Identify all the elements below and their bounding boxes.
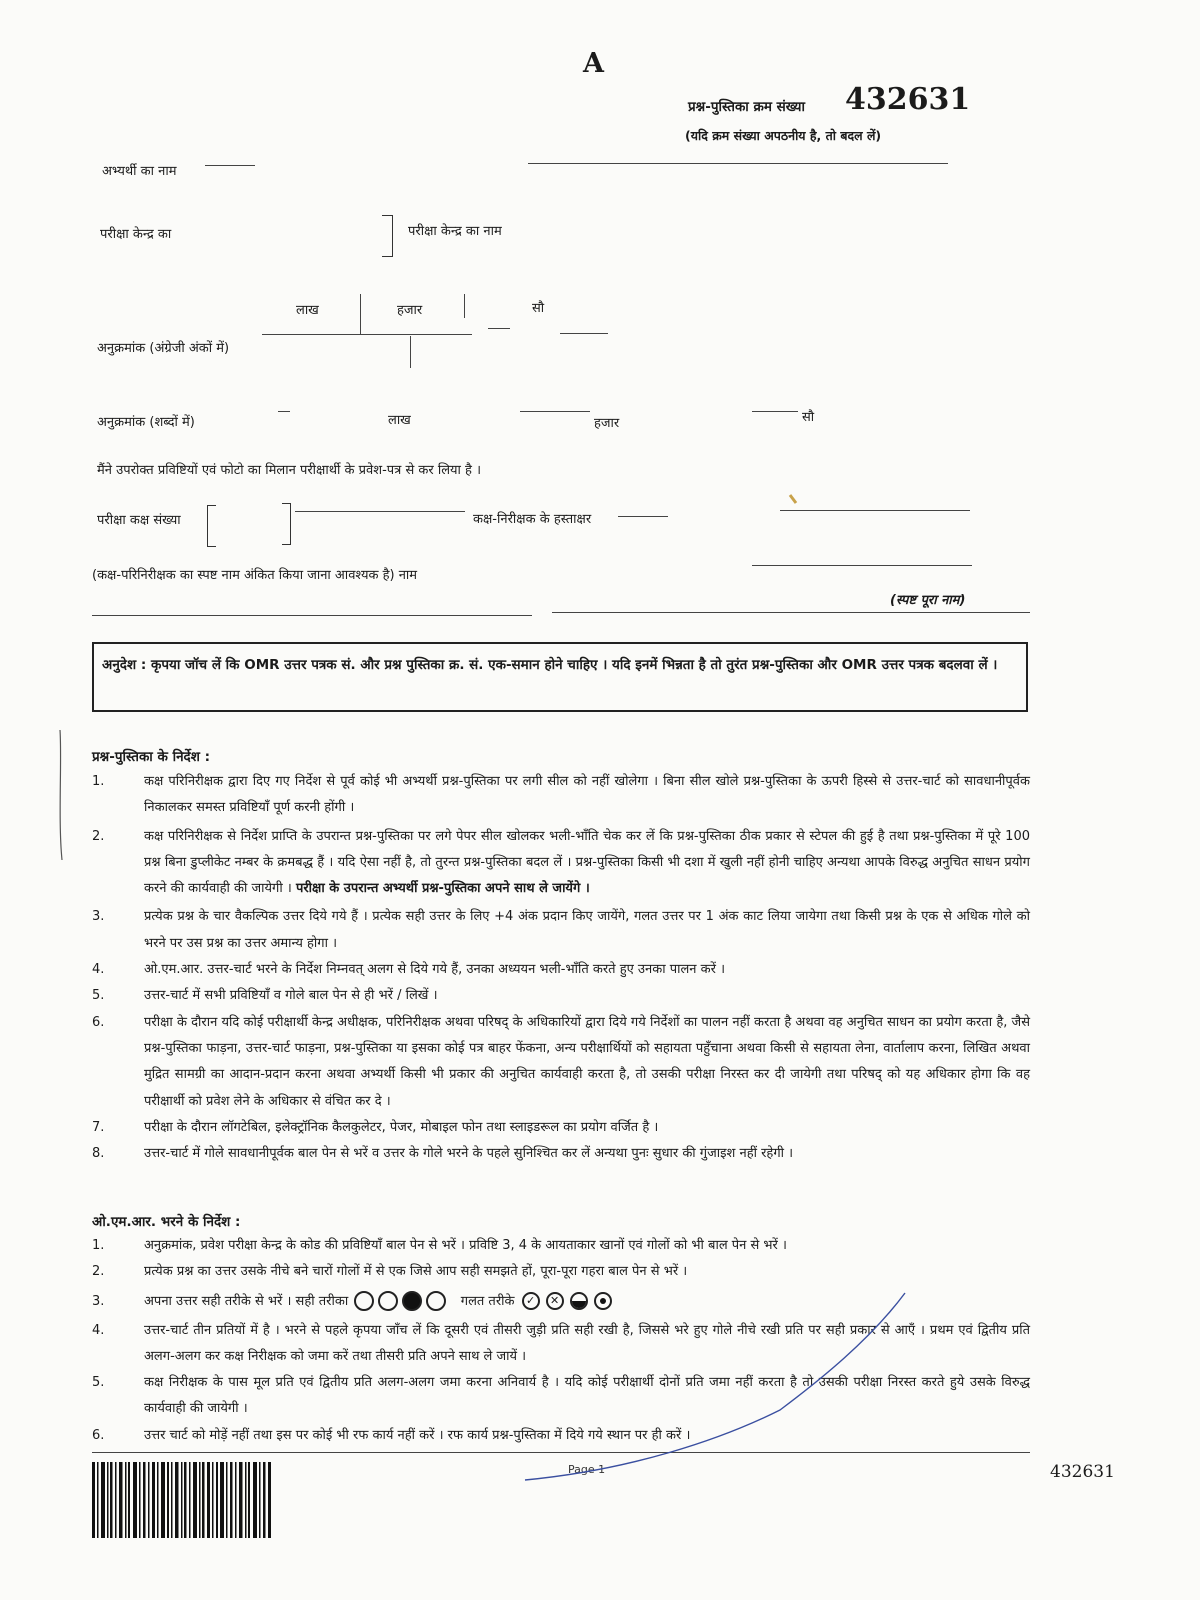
- instruction-text: कक्ष परिनिरीक्षक द्वारा दिए गए निर्देश से पूर्व कोई भी अभ्यर्थी प्रश्न-पुस्तिका पर लगी सील को नहीं खोलेगा । बिना सील खोले प्रश्न-पुस्तिका के ऊपरी हिस्से से उत्तर-चार्ट को सावधानीपूर्वक निकालकर समस्त प्रविष्टियाँ पूर्ण करनी होंगी ।: [144, 774, 1030, 816]
- booklet-instruction-3: [92, 904, 1030, 957]
- instruction-text: कक्ष निरीक्षक के पास मूल प्रति एवं द्वितीय प्रति अलग-अलग जमा करना अनिवार्य है । यदि कोई परीक्षार्थी दोनों प्रति जमा नहीं करता है तो उसकी परीक्षा निरस्त करते हुये उसके विरुद्ध कार्यवाही की जायेगी ।: [144, 1375, 1030, 1417]
- instruction-number: 5.: [92, 988, 105, 1004]
- booklet-set-letter: A: [583, 48, 604, 79]
- roll-divider-2: [464, 294, 465, 318]
- roll-sau-header: सौ: [532, 301, 545, 316]
- filled-bubble-icon: [402, 1291, 422, 1311]
- roll-digits-tick-2: [560, 333, 608, 334]
- room-box-right: [282, 503, 291, 545]
- notice-text: कृपया जॉच लें कि OMR उत्तर पत्रक सं. और प्रश्न पुस्तिका क्र. सं. एक-समान होने चाहिए । यदि इनमें भिन्नता है तो तुरंत प्रश्न-पुस्तिका और OMR उत्तर पत्रक बदलवा लें ।: [150, 657, 998, 673]
- instruction-number: 1.: [92, 1238, 105, 1253]
- page-number: Page 1: [568, 1463, 606, 1476]
- omr-instruction-3: [92, 1286, 1030, 1318]
- booklet-instructions-list: [92, 769, 1030, 1167]
- instruction-text: ओ.एम.आर. उत्तर-चार्ट भरने के निर्देश निम्नवत् अलग से दिये गये हैं, उनका अध्ययन भली-भाँति करते हुए उनका पालन करें ।: [144, 962, 726, 978]
- instruction-number: 2.: [92, 828, 105, 844]
- room-box-left: [207, 505, 216, 547]
- invigilator-sign-line-a[interactable]: [618, 516, 668, 517]
- roll-digits-label: अनुक्रमांक (अंग्रेजी अंकों में): [97, 341, 230, 356]
- booklet-instruction-4: [92, 957, 1030, 983]
- verify-statement: मैंने उपरोक्त प्रविष्टियों एवं फोटो का मिलान परीक्षार्थी के प्रवेश-पत्र से कर लिया है ।: [97, 463, 482, 478]
- omr-instructions-list: [92, 1233, 1030, 1449]
- invigilator-sign-line-b[interactable]: [780, 510, 970, 511]
- barcode-icon: [92, 1462, 274, 1538]
- instruction-text: अपना उत्तर सही तरीके से भरें । सही तरीका: [144, 1293, 349, 1309]
- centre-name-label: परीक्षा केन्द्र का नाम: [408, 224, 502, 239]
- room-number-line[interactable]: [295, 511, 465, 512]
- empty-bubble-icon: [378, 1291, 398, 1311]
- separator-left: [92, 615, 532, 616]
- booklet-instruction-5: [92, 983, 1030, 1009]
- booklet-instruction-8: [92, 1141, 1030, 1167]
- instruction-number: 1.: [92, 774, 105, 789]
- instruction-text: कक्ष परिनिरीक्षक से निर्देश प्राप्ति के उपरान्त प्रश्न-पुस्तिका पर लगे पेपर सील खोलकर भली-भाँति चेक कर लें कि प्रश्न-पुस्तिका ठीक प्रकार से स्टेपल की हुई है तथा प्रश्न-पुस्तिका में पूरे 100 प्रश्न बिना डुप्लीकेट नम्बर के क्रमबद्ध हैं । यदि ऐसा नहीं है, तो तुरन्त प्रश्न-पुस्तिका बदल लें । प्रश्न-पुस्तिका किसी भी दशा में खुली नहीं होनी चाहिए अन्यथा आपके विरुद्ध अनुचित साधन प्रयोग करने की कार्यवाही की जायेगी ।: [144, 828, 1030, 897]
- instruction-bold-text: परीक्षा के उपरान्त अभ्यर्थी प्रश्न-पुस्तिका अपने साथ ले जायेंगे ।: [295, 881, 590, 897]
- dot-bubble-icon: [594, 1292, 612, 1310]
- instruction-number: 3.: [92, 1293, 105, 1309]
- omr-instruction-5: [92, 1370, 1030, 1423]
- omr-match-notice: [92, 642, 1028, 712]
- instruction-number: 3.: [92, 909, 105, 925]
- omr-instructions-title: ओ.एम.आर. भरने के निर्देश :: [92, 1214, 241, 1230]
- omr-instruction-4: [92, 1318, 1030, 1371]
- roll-words-sau: सौ: [802, 410, 815, 425]
- roll-words-label: अनुक्रमांक (शब्दों में): [97, 415, 195, 430]
- roll-lakh-header: लाख: [296, 303, 319, 318]
- candidate-name-line-short: [205, 165, 255, 166]
- empty-bubble-icon: [426, 1291, 446, 1311]
- booklet-series-note: (यदि क्रम संख्या अपठनीय है, तो बदल लें): [685, 128, 882, 143]
- candidate-name-label: अभ्यर्थी का नाम: [102, 164, 177, 179]
- roll-words-hazar: हजार: [594, 416, 620, 431]
- roll-words-lakh: लाख: [388, 413, 411, 428]
- instruction-text: उत्तर चार्ट को मोड़ें नहीं तथा इस पर कोई भी रफ कार्य नहीं करें । रफ कार्य प्रश्न-पुस्तिका में दिये गये स्थान पर ही करें ।: [144, 1427, 691, 1443]
- instruction-text: उत्तर-चार्ट तीन प्रतियों में है । भरने से पहले कृपया जाँच लें कि दूसरी एवं तीसरी जुड़ी प्रति सही रखी है, जिससे भरे हुए गोले नीचे रखी प्रति पर सही प्रकार से आएँ । प्रथम एवं द्वितीय प्रति अलग-अलग कर कक्ष निरीक्षक को जमा करें तथा तीसरी प्रति अपने साथ ले जायें ।: [144, 1322, 1030, 1364]
- room-number-label: परीक्षा कक्ष संख्या: [97, 513, 181, 528]
- invigilator-name-line[interactable]: [752, 565, 972, 566]
- instruction-number: 7.: [92, 1119, 105, 1135]
- centre-code-label: परीक्षा केन्द्र का: [100, 227, 172, 242]
- footer-divider: [92, 1452, 1030, 1453]
- candidate-name-line[interactable]: [528, 163, 948, 164]
- instruction-text: परीक्षा के दौरान लॉगटेबिल, इलेक्ट्रॉनिक कैलकुलेटर, पेजर, मोबाइल फोन तथा स्लाइडरूल का प्रयोग वर्जित है ।: [144, 1119, 659, 1135]
- booklet-instruction-2: [92, 824, 1030, 903]
- wrong-method-label: गलत तरीके: [460, 1293, 515, 1309]
- omr-instruction-6: [92, 1423, 1030, 1449]
- instruction-number: 2.: [92, 1264, 105, 1280]
- booklet-instruction-1: [92, 769, 1030, 822]
- instruction-number: 6.: [92, 1427, 105, 1443]
- instruction-number: 4.: [92, 962, 105, 978]
- roll-digits-tick-1: [488, 328, 510, 329]
- footer-series-number: 432631: [1050, 1462, 1115, 1482]
- instruction-text: उत्तर-चार्ट में गोले सावधानीपूर्वक बाल पेन से भरें व उत्तर के गोले भरने के पहले सुनिश्चित कर लें अन्यथा पुनः सुधार की गुंजाइश नहीं रहेगी ।: [144, 1146, 794, 1162]
- instruction-text: प्रत्येक प्रश्न के चार वैकल्पिक उत्तर दिये गये हैं । प्रत्येक सही उत्तर के लिए +4 अंक प्रदान किए जायेंगे, गलत उत्तर पर 1 अंक काट लिया जायेगा तथा किसी प्रश्न के एक से अधिक गोले को भरने पर उस प्रश्न का उत्तर अमान्य होगा ।: [144, 909, 1030, 951]
- instruction-number: 4.: [92, 1322, 105, 1338]
- instruction-number: 6.: [92, 1014, 105, 1030]
- roll-divider-3: [410, 336, 411, 368]
- roll-digits-line[interactable]: [262, 334, 472, 335]
- roll-words-line-2[interactable]: [520, 411, 590, 412]
- cross-bubble-icon: ✕: [546, 1292, 564, 1310]
- roll-words-line-1[interactable]: [278, 411, 290, 412]
- invigilator-sign-label: कक्ष-निरीक्षक के हस्ताक्षर: [473, 512, 592, 527]
- omr-instruction-2: [92, 1259, 1030, 1285]
- omr-instruction-1: [92, 1233, 1030, 1259]
- full-name-note: (स्पष्ट पूरा नाम): [890, 593, 966, 608]
- instruction-text: उत्तर-चार्ट में सभी प्रविष्टियाँ व गोले बाल पेन से ही भरें / लिखें ।: [144, 988, 438, 1004]
- tick-bubble-icon: ✓: [522, 1292, 540, 1310]
- booklet-instructions-title: प्रश्न-पुस्तिका के निर्देश :: [92, 749, 211, 765]
- separator-right: [552, 612, 1030, 613]
- instruction-number: 8.: [92, 1146, 105, 1162]
- centre-code-bracket: [382, 215, 393, 257]
- booklet-series-number: 432631: [845, 82, 971, 117]
- empty-bubble-icon: [354, 1291, 374, 1311]
- booklet-series-label: प्रश्न-पुस्तिका क्रम संख्या: [688, 99, 805, 115]
- roll-words-line-3[interactable]: [752, 411, 798, 412]
- instruction-number: 5.: [92, 1375, 105, 1391]
- roll-divider-1: [360, 294, 361, 334]
- roll-hazar-header: हजार: [397, 303, 423, 318]
- invigilator-name-label: (कक्ष-परिनिरीक्षक का स्पष्ट नाम अंकित किया जाना आवश्यक है) नाम: [92, 568, 418, 583]
- instruction-text: अनुक्रमांक, प्रवेश परीक्षा केन्द्र के कोड की प्रविष्टियाँ बाल पेन से भरें । प्रविष्टि 3, 4 के आयताकार खानों एवं गोलों को भी बाल पेन से भरें ।: [144, 1238, 787, 1253]
- notice-prefix: अनुदेश :: [102, 657, 147, 673]
- booklet-instruction-6: [92, 1010, 1030, 1115]
- booklet-instruction-7: [92, 1115, 1030, 1141]
- instruction-text: परीक्षा के दौरान यदि कोई परीक्षार्थी केन्द्र अधीक्षक, परिनिरीक्षक अथवा परिषद् के अधिकारियों द्वारा दिये गये निर्देशों का पालन नहीं करता है अथवा वह अनुचित साधन का प्रयोग करता है, जैसे प्रश्न-पुस्तिका फाड़ना, उत्तर-चार्ट फाड़ना, प्रश्न-पुस्तिका या इसका कोई पत्र बाहर फेंकना, अन्य परीक्षार्थियों को सहायता पहुँचाना अथवा किसी से सहायता लेना, वार्तालाप करना, लिखित अथवा मुद्रित सामग्री का आदान-प्रदान करना अथवा अभ्यर्थी किसी भी प्रकार की अनुचित कार्यवाही करता है, तो उसकी परीक्षा निरस्त कर दी जायेगी तथा परिषद् को यह अधिकार होगा कि वह परीक्षार्थी को प्रवेश लेने के अधिकार से वंचित कर दे ।: [144, 1014, 1030, 1109]
- half-filled-bubble-icon: [570, 1292, 588, 1310]
- instruction-text: प्रत्येक प्रश्न का उत्तर उसके नीचे बने चारों गोलों में से एक जिसे आप सही समझते हों, पूरा-पूरा गहरा बाल पेन से भरें ।: [144, 1264, 688, 1280]
